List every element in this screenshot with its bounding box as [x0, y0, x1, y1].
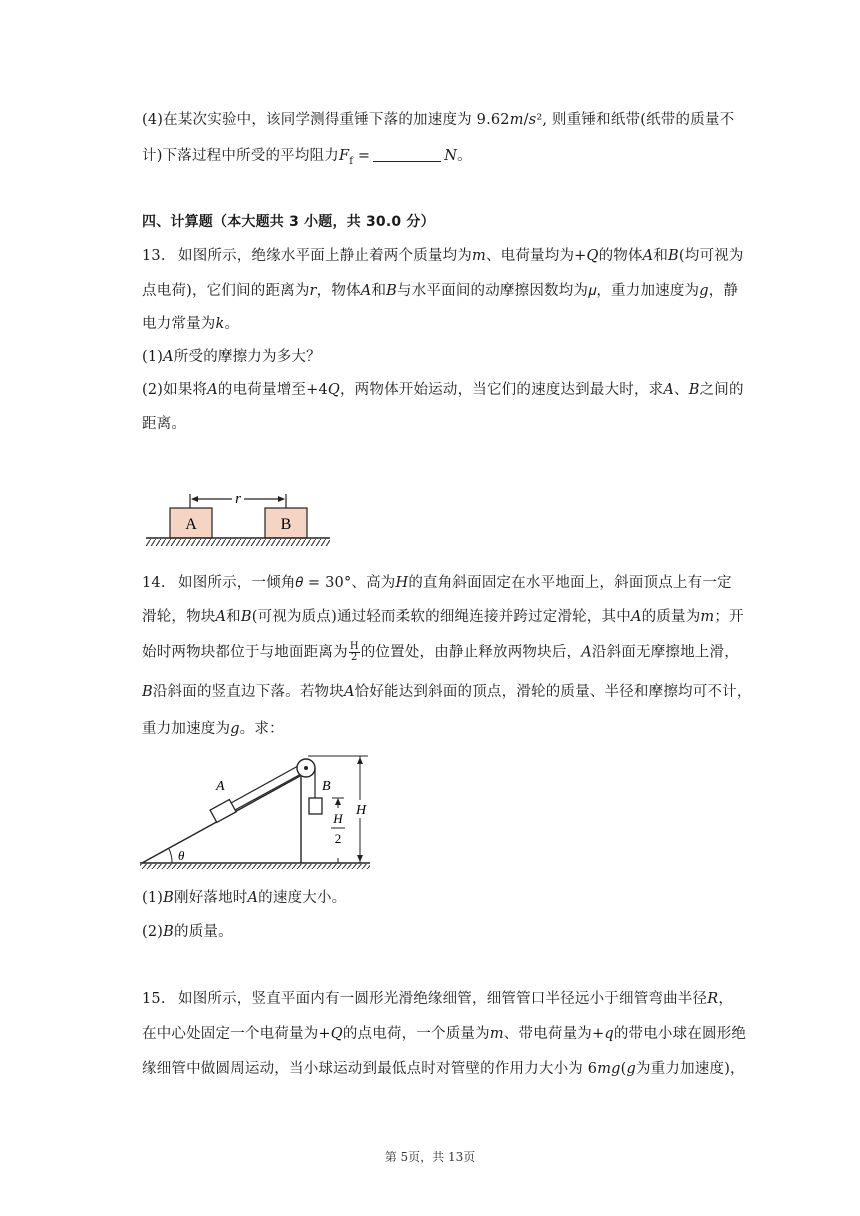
label-block-b: B — [280, 516, 292, 533]
q15-line1: 15. 如图所示，竖直平面内有一圆形光滑绝缘细管，细管管口半径远小于细管弯曲半径𝑅， — [142, 991, 734, 1007]
q13-sub2-line2: 距离。 — [142, 416, 187, 432]
q13-sub2-line1: (2)如果将𝐴的电荷量增至+4𝑄，两物体开始运动，当它们的速度达到最大时，求𝐴、𝐵之间的 — [142, 382, 744, 398]
q14-figure — [138, 748, 378, 876]
label-r: r — [235, 491, 241, 507]
h-half-arrowhead — [335, 798, 341, 805]
q14-line3: 始时两物块都位于与地面距离为 $\frac{H}{2}$ 的位置处，由静止释放两物块后，𝐴沿斜面无摩擦地上滑， — [142, 641, 739, 663]
q14-line2: 滑轮，物块𝐴和𝐵(可视为质点)通过轻而柔软的细绳连接并跨过定滑轮，其中𝐴的质量为𝑚；开 — [142, 609, 744, 625]
q14-line4: 𝐵沿斜面的竖直边下落。若物块𝐴恰好能达到斜面的顶点，滑轮的质量、半径和摩擦均可不计， — [142, 684, 752, 700]
label-block-b: B — [322, 779, 331, 794]
q13-line3: 电力常量为𝑘。 — [142, 316, 240, 332]
q13-line1: 13. 如图所示，绝缘水平面上静止着两个质量均为𝑚、电荷量均为+𝑄的物体𝐴和𝐵(均可视为 — [142, 248, 744, 264]
block-b — [309, 798, 322, 814]
q13-sub1: (1)𝐴所受的摩擦力为多大？ — [142, 349, 321, 365]
q14-line5: 重力加速度为𝑔。求： — [142, 721, 284, 737]
q12-part4-line1: (4)在某次实验中，该同学测得重锤下落的加速度为 9.62𝑚/𝑠², 则重锤和纸带(纸带的质量不 — [142, 112, 735, 128]
label-theta: θ — [178, 848, 185, 863]
label-block-a: A — [185, 516, 197, 533]
page-footer: 第 5页，共 13页 — [384, 1150, 476, 1164]
q12-part4-line2: 计)下落过程中所受的平均阻力𝐹$_f$ = 𝑁。 — [142, 148, 472, 167]
r-arrowhead-right — [278, 496, 285, 502]
section-title: 四、计算题（本大题共 3 小题，共 30.0 分） — [142, 214, 435, 230]
answer-blank — [373, 147, 441, 162]
q13-figure — [140, 484, 340, 554]
fraction-h-over-2: $\frac{H}{2}$ — [349, 641, 359, 663]
label-block-a: A — [216, 779, 225, 794]
label-h-half-bottom: 2 — [334, 831, 342, 846]
q15-line2: 在中心处固定一个电荷量为+𝑄的点电荷，一个质量为𝑚、带电荷量为+𝑞的带电小球在圆形绝 — [142, 1026, 747, 1042]
label-h: H — [355, 803, 367, 818]
theta-arc — [169, 849, 172, 863]
rope-slope — [231, 766, 298, 803]
q14-line1: 14. 如图所示，一倾角𝜃 = 30°、高为𝐻的直角斜面固定在水平地面上，斜面顶点上有一定 — [142, 575, 732, 591]
rope-slope-2 — [235, 774, 301, 810]
ground-hatch — [146, 539, 330, 546]
ground-hatch — [140, 864, 370, 869]
q15-line3: 缘细管中做圆周运动，当小球运动到最低点时对管壁的作用力大小为 6𝑚𝑔(𝑔为重力加速度)， — [142, 1061, 745, 1077]
question-number: 14. — [142, 575, 166, 591]
pulley-axle — [304, 766, 308, 770]
h-arrowhead-bottom — [357, 855, 363, 862]
question-number: 13. — [142, 248, 166, 264]
label-h-half-top: H — [333, 811, 343, 826]
q13-line2: 点电荷)，它们间的距离为𝑟，物体𝐴和𝐵与水平面间的动摩擦因数均为𝜇，重力加速度为𝑔，静 — [142, 283, 739, 299]
q14-sub2: (2)𝐵的质量。 — [142, 924, 233, 940]
r-arrowhead-left — [191, 496, 198, 502]
h-arrowhead-top — [357, 757, 363, 764]
question-number: 15. — [142, 991, 166, 1007]
q14-sub1: (1)𝐵刚好落地时𝐴的速度大小。 — [142, 890, 347, 906]
